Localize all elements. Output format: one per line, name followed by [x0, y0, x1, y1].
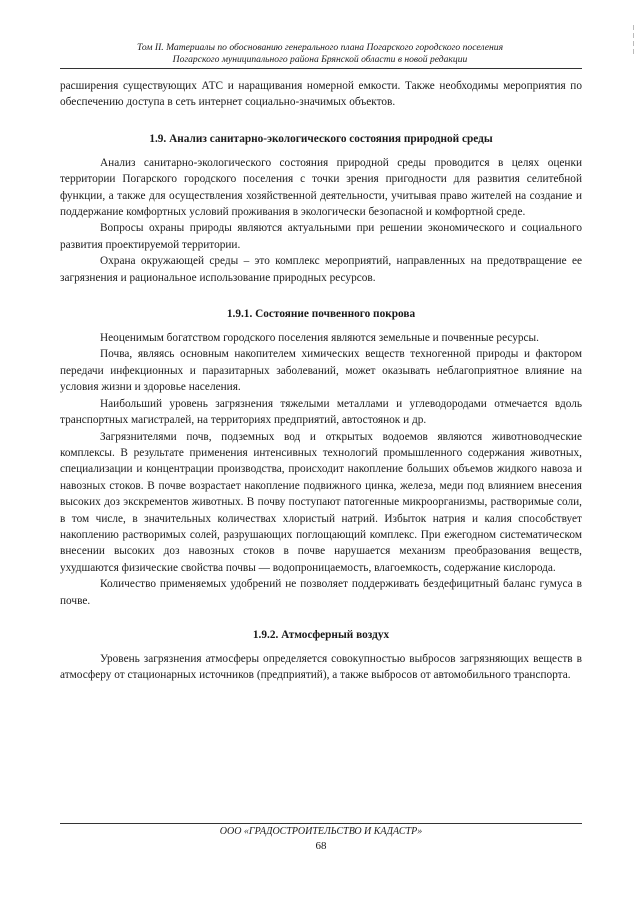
- section-heading-1-9-2: 1.9.2. Атмосферный воздух: [252, 628, 390, 641]
- scan-edge-marks: [628, 22, 636, 62]
- running-header: [60, 42, 580, 65]
- page-number: 68: [315, 840, 327, 852]
- paragraph: Почва, являясь основным накопителем химических веществ техногенной природы и фактором передачи инфекционных и паразитарных заболеваний, может оказывать неблагоприятное влияние на условия жизни и здоровье населения.: [60, 348, 582, 394]
- paragraph: Вопросы охраны природы являются актуальными при решении экономического и социального развития проектируемой территории.: [60, 222, 582, 251]
- document-body: [60, 78, 582, 684]
- section-heading-1-9-1: 1.9.1. Состояние почвенного покрова: [226, 308, 416, 321]
- paragraph: Охрана окружающей среды – это комплекс мероприятий, направленных на предотвращение ее загрязнения и рациональное использование природных ресурсов.: [60, 255, 582, 284]
- section-heading-1-9: 1.9. Анализ санитарно-экологического состояния природной среды: [149, 132, 493, 145]
- intro-paragraph: расширения существующих АТС и наращивания номерной емкости. Также необходимы мероприятия по обеспечению доступа в сеть интернет социально-значимых объектов.: [60, 80, 582, 109]
- paragraph: Наибольший уровень загрязнения тяжелыми металлами и углеводородами отмечается вдоль транспортных магистралей, на территориях предприятий, автостоянок и др.: [60, 397, 582, 427]
- paragraph: Неоценимым богатством городского поселения являются земельные и почвенные ресурсы.: [100, 332, 539, 345]
- paragraph: Загрязнителями почв, подземных вод и открытых водоемов являются животноводческие комплексы. В результате применения интенсивных технологий промышленного содержания животных, специализации и концентрации производства, происходит накопление больших объемов жидкого навоза и навозных стоков. В почве возрастает накопление подвижного цинка, железа, меди под влиянием внесения высоких доз экскрементов животных. В почву поступают патогенные микроорганизмы, растворимые соли, в том числе, в значительных количествах хлористый натрий. Избыток натрия и калия способствует накоплению растворимых солей, разрушающих поглощающий комплекс. При ежегодном систематическом внесении высоких доз навозных стоков в почве нарушается механизм преобразования веществ, ухудшаются физические свойства почвы — водопроницаемость, влагоемкость, содержание кислорода.: [60, 430, 582, 574]
- paragraph: Анализ санитарно-экологического состояния природной среды проводится в целях оценки территории Погарского городского поселения с точки зрения пригодности для развития селитебной функции, а также для осуществления хозяйственной деятельности, учитывая право жителей на создание и поддержание комфортных условий проживания в экологически безопасной и комфортной среде.: [60, 156, 582, 219]
- paragraph: Количество применяемых удобрений не позволяет поддерживать бездефицитный баланс гумуса в почве.: [60, 578, 582, 607]
- header-rule: [60, 68, 582, 69]
- footer-rule: [60, 823, 582, 824]
- header-line-2: Погарского муниципального района Брянской области в новой редакции: [172, 53, 468, 65]
- header-line-1: Том II. Материалы по обоснованию генерального плана Погарского городского поселения: [136, 42, 504, 53]
- paragraph: Уровень загрязнения атмосферы определяется совокупностью выбросов загрязняющих веществ в атмосферу от стационарных источников (предприятий), а также выбросов от автомобильного транспорта.: [60, 652, 582, 682]
- footer-company: ООО «ГРАДОСТРОИТЕЛЬСТВО И КАДАСТР»: [219, 826, 423, 837]
